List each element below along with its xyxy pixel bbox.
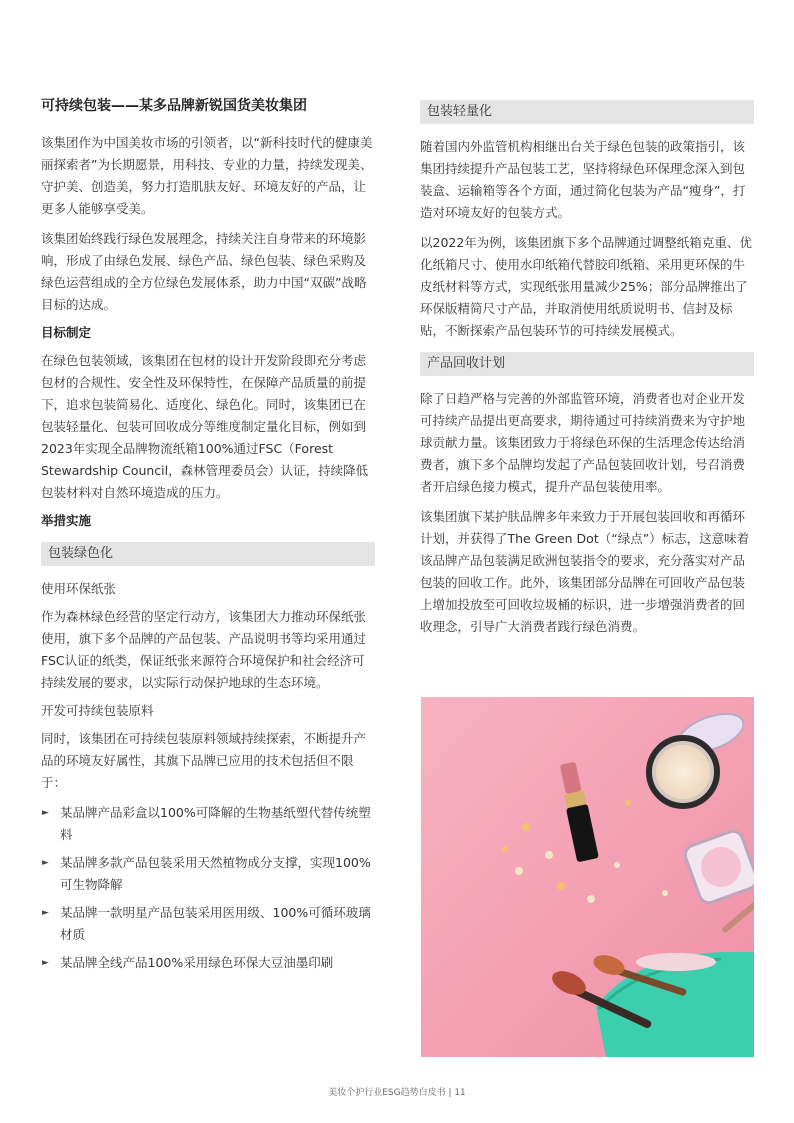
bullet-arrow-icon: ►	[42, 858, 49, 868]
right-column	[420, 96, 754, 638]
lightweight-paragraph-1: 随着国内外监管机构相继出台关于绿色包装的政策指引，该集团持续提升产品包装工艺，坚持将绿色环保理念深入到包装盒、运输箱等各个方面，通过简化包装为产品“瘦身”，打造对环境友好的包装方式。	[420, 139, 746, 220]
page-footer: 美妆个护行业ESG趋势白皮书 | 11	[328, 1088, 466, 1098]
material-heading: 开发可持续包装原料	[41, 703, 154, 718]
bullet-arrow-icon: ►	[42, 958, 49, 968]
paper-heading: 使用环保纸张	[41, 581, 117, 596]
bullet-arrow-icon: ►	[42, 908, 49, 918]
intro-paragraph-1: 该集团作为中国美妆市场的引领者，以“新科技时代的健康美丽探索者”为长期愿景，用科技、专业的力量，持续发现美、守护美、创造美，努力打造肌肤友好、环境友好的产品，让更多人能够享受美。	[41, 135, 373, 216]
material-paragraph: 同时，该集团在可持续包装原料领域持续探索，不断提升产品的环境友好属性，其旗下品牌已应用的技术包括但不限于：	[41, 731, 367, 790]
bullet-arrow-icon: ►	[42, 808, 49, 818]
paper-paragraph: 作为森林绿色经营的坚定行动方，该集团大力推动环保纸张使用，旗下多个品牌的产品包装、产品说明书等均采用通过FSC认证的纸类，保证纸张来源符合环境保护和社会经济可持续发展的要求，以实际行动保护地球的生态环境。	[41, 609, 367, 690]
recycling-paragraph-1: 除了日趋严格与完善的外部监管环境，消费者也对企业开发可持续产品提出更高要求，期待通过可持续消费来为守护地球贡献力量。该集团致力于将绿色环保的生活理念传达给消费者，旗下多个品牌均发起了产品包装回收计划，号召消费者开启绿色接力模式，提升产品包装使用率。	[420, 391, 746, 494]
measures-heading: 举措实施	[41, 513, 92, 528]
left-column	[41, 96, 375, 980]
list-item: ► 某品牌全线产品100%采用绿色环保大豆油墨印刷	[41, 952, 375, 974]
section-band-recycling	[420, 352, 754, 376]
recycling-paragraph-2: 该集团旗下某护肤品牌多年来致力于开展包装回收和再循环计划，并获得了The Green Dot（“绿点”）标志，这意味着该品牌产品包装满足欧洲包装指令的要求，充分落实对产品包装的回收工作。此外，该集团部分品牌在可回收产品包装上增加投放至可回收垃圾桶的标识，进一步增强消费者的回收理念，引导广大消费者践行绿色消费。	[420, 509, 750, 634]
section-band-lightweight	[420, 100, 754, 124]
list-item: ► 某品牌多款产品包装采用天然植物成分支撑，实现100%可生物降解	[41, 852, 375, 896]
intro-paragraph-2: 该集团始终践行绿色发展理念，持续关注自身带来的环境影响，形成了由绿色发展、绿色产品、绿色包装、绿色采购及绿色运营组成的全方位绿色发展体系，助力中国“双碳”战略目标的达成。	[41, 231, 367, 312]
list-item: ► 某品牌一款明星产品包装采用医用级、100%可循环玻璃材质	[41, 902, 375, 946]
goal-heading: 目标制定	[41, 325, 92, 340]
section-band-label: 产品回收计划	[427, 356, 506, 371]
case-title: 可持续包装——某多品牌新锐国货美妆集团	[41, 98, 307, 114]
cosmetics-photo	[421, 697, 754, 1057]
lightweight-paragraph-2: 以2022年为例，该集团旗下多个品牌通过调整纸箱克重、优化纸箱尺寸、使用水印纸箱代替胶印纸箱、采用更环保的牛皮纸材料等方式，实现纸张用量减少25%；部分品牌推出了环保版精简尺寸产品，并取消使用纸质说明书、信封及标贴，不断探索产品包装环节的可持续发展模式。	[420, 235, 752, 338]
section-band-label: 包装绿色化	[48, 546, 114, 561]
cosmetics-illustration	[421, 697, 754, 1057]
section-band-label: 包装轻量化	[427, 104, 493, 119]
section-band-green-packaging	[41, 542, 375, 566]
tech-bullet-list	[41, 802, 375, 974]
list-item: ► 某品牌产品彩盒以100%可降解的生物基纸塑代替传统塑料	[41, 802, 375, 846]
goal-paragraph: 在绿色包装领域，该集团在包材的设计开发阶段即充分考虑包材的合规性、安全性及环保特性，在保障产品质量的前提下，追求包装简易化、适度化、绿色化。同时，该集团已在包装轻量化、包装可回收成分等维度制定量化目标，例如到2023年实现全品牌物流纸箱100%通过FSC（Forest Stewardship Council，森林管理委员会）认证，持续降低包装材料对自然环境造成的压力。	[41, 353, 369, 500]
